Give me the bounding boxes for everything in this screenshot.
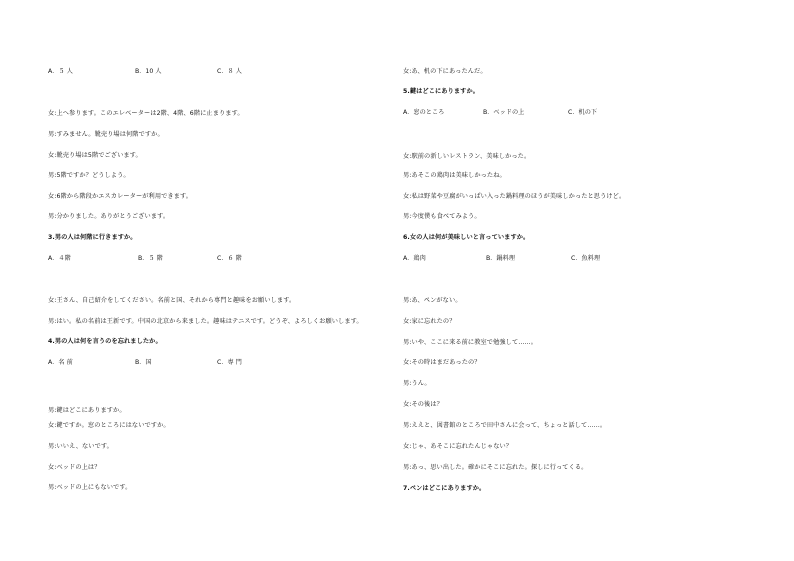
option-a: A．窓のところ [403, 109, 445, 116]
dialog-line: 男:鍵はどこにありますか。 [48, 407, 126, 414]
dialog-line: 女:王さん、自己紹介をしてください。名前と国、それから専門と趣味をお願いします。 [48, 297, 296, 304]
dialog-line: 女:その後は？ [403, 401, 443, 408]
dialog-line: 男:あっ、思い出した。確かにそこに忘れた。探しに行ってくる。 [403, 464, 588, 471]
dialog-line: 女:その時はまだあったの？ [403, 359, 481, 366]
dialog-line: 男:ええと、図書館のところで田中さんに会って、ちょっと話して……。 [403, 422, 607, 429]
dialog-line: 男:いいえ、ないです。 [48, 443, 113, 450]
dialog-line: 男:うん。 [403, 380, 431, 387]
dialog-line: 女:じゃ、あそこに忘れたんじゃない？ [403, 443, 513, 450]
dialog-line: 男:今度僕も食べてみよう。 [403, 213, 481, 220]
option-a: A．４階 [48, 255, 71, 262]
option-c: C．専 門 [217, 359, 242, 366]
dialog-line: 男:5階ですか？どうしよう。 [48, 172, 130, 179]
option-a: A．鶏肉 [403, 255, 426, 262]
dialog-line: 女:上へ参ります。このエレベーターは2階、4階、6階に止まります。 [48, 110, 244, 117]
dialog-line: 女:駅前の新しいレストラン、美味しかった。 [403, 153, 531, 160]
dialog-line: 男:ベッドの上にもないです。 [48, 484, 132, 491]
dialog-line: 女:靴売り場は5階でございます。 [48, 152, 142, 159]
option-a: A．５ 人 [48, 68, 73, 75]
dialog-line: 女:家に忘れたの？ [403, 318, 456, 325]
dialog-line: 女:鍵ですか。窓のところにはないですか。 [48, 422, 170, 429]
option-b: B．国 [135, 359, 152, 366]
question-4: 4.男の人は何を言うのを忘れましたか。 [48, 338, 162, 345]
option-b: B．鍋料理 [486, 255, 515, 262]
dialog-line: 男:はい。私の名前は王新です。中国の北京から来ました。趣味はテニスです。どうぞ、よろしくお願いします。 [48, 318, 363, 325]
option-b: B．５ 階 [138, 255, 163, 262]
option-b: B．10 人 [135, 68, 162, 75]
option-a: A．名 前 [48, 359, 73, 366]
option-b: B．ベッドの上 [483, 109, 525, 116]
question-5: 5.鍵はどこにありますか。 [403, 88, 480, 95]
question-7: 7.ペンはどこにありますか。 [403, 485, 486, 492]
option-c: C．魚料理 [571, 255, 601, 262]
dialog-line: 男:いや、ここに来る前に教室で勉強して……。 [403, 339, 538, 346]
option-c: C．８ 人 [217, 68, 242, 75]
dialog-line: 女:6階から階段かエスカレーターが利用できます。 [48, 193, 193, 200]
dialog-line: 男:分かりました。ありがとうございます。 [48, 213, 170, 220]
option-c: C．６ 階 [217, 255, 242, 262]
dialog-line: 女:あ、机の下にあったんだ。 [403, 68, 487, 75]
dialog-line: 男:あそこの鶏肉は美味しかったね。 [403, 172, 506, 179]
question-3: 3.男の人は何階に行きますか。 [48, 234, 137, 241]
dialog-line: 女:私は野菜や豆腐がいっぱい入った鍋料理のほうが美味しかったと思うけど。 [403, 193, 626, 200]
dialog-line: 男:すみません。靴売り場は何階ですか。 [48, 131, 164, 138]
dialog-line: 女:ベッドの上は？ [48, 464, 101, 471]
option-c: C．机の下 [568, 109, 598, 116]
question-6: 6.女の人は何が美味しいと言っていますか。 [403, 234, 530, 241]
dialog-line: 男:あ、ペンがない。 [403, 297, 462, 304]
